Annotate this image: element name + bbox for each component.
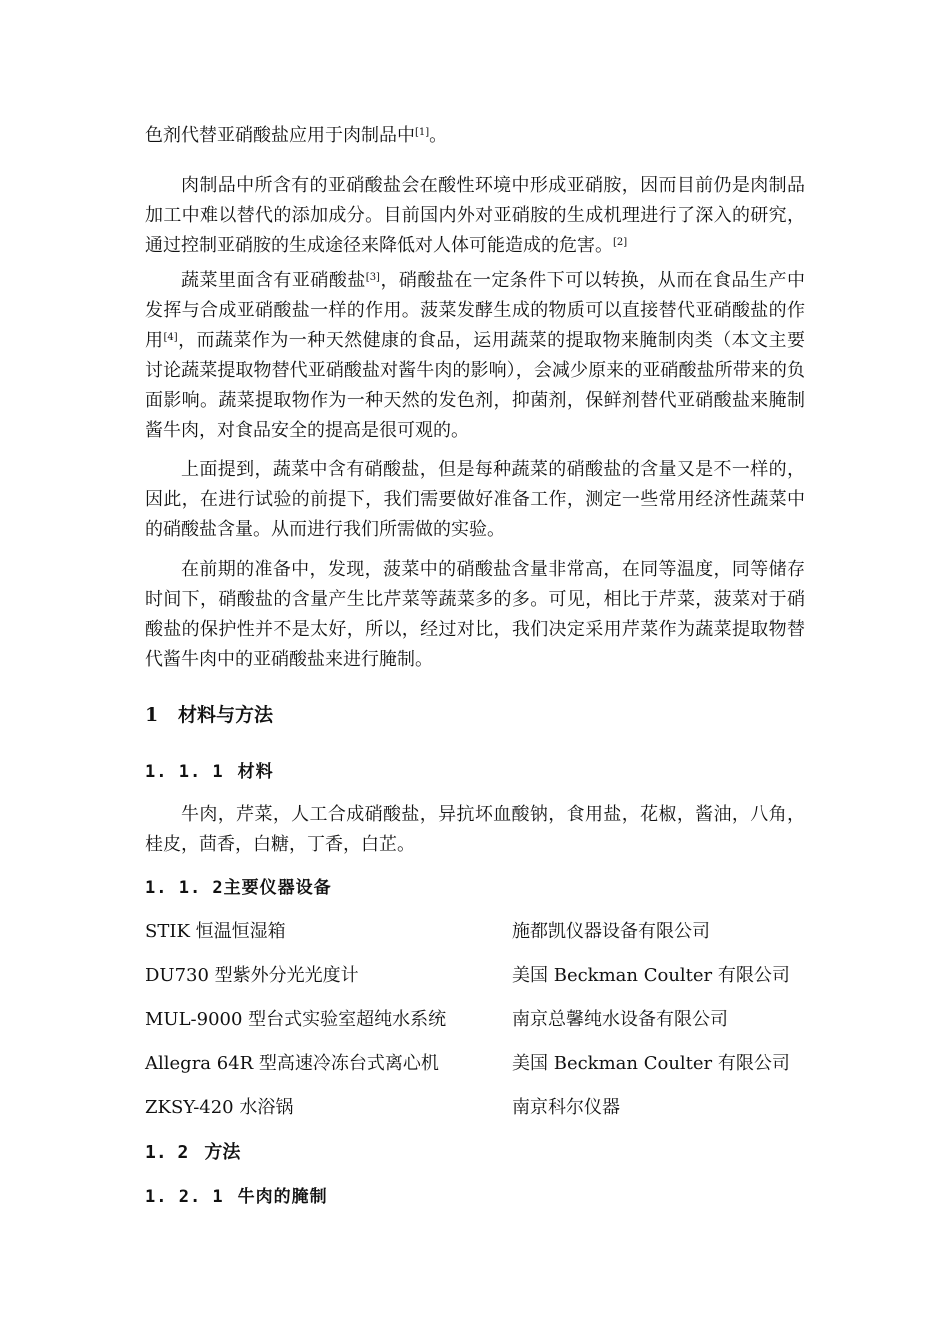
- equipment-maker: 美国 Beckman Coulter 有限公司: [512, 965, 790, 986]
- equipment-row: [145, 1005, 805, 1035]
- paragraph-text: 蔬菜里面含有亚硝酸盐: [181, 270, 366, 291]
- paragraph-text: 。: [429, 125, 448, 146]
- subsection-number: 1. 2. 1: [145, 1187, 224, 1207]
- paragraph-nitrosamine: [145, 171, 805, 261]
- subsection-title: 方法: [204, 1142, 241, 1163]
- citation-ref: [3]: [365, 272, 380, 283]
- equipment-row: [145, 961, 805, 991]
- equipment-name: DU730 型紫外分光光度计: [145, 965, 359, 986]
- paragraph-continuation: [145, 121, 805, 151]
- equipment-maker: 美国 Beckman Coulter 有限公司: [512, 1053, 790, 1074]
- subsection-number: 1. 2: [145, 1142, 189, 1163]
- equipment-name: ZKSY-420 水浴锅: [145, 1097, 294, 1118]
- subsection-title: 主要仪器设备: [223, 878, 332, 898]
- subsection-heading-methods: [145, 1138, 240, 1168]
- citation-ref: [1]: [415, 127, 430, 138]
- section-title: 材料与方法: [178, 704, 274, 726]
- equipment-maker: 南京科尔仪器: [512, 1097, 620, 1118]
- citation-ref: [4]: [163, 332, 178, 343]
- paragraph-preparation: 在前期的准备中，发现，菠菜中的硝酸盐含量非常高，在同等温度，同等储存时间下，硝酸盐的含量产生比芹菜等蔬菜多的多。可见，相比于芹菜，菠菜对于硝酸盐的保护性并不是太好，所以，经过对比，我们决定采用芹菜作为蔬菜提取物替代酱牛肉中的亚硝酸盐来进行腌制。: [145, 559, 805, 670]
- equipment-name: MUL-9000 型台式实验室超纯水系统: [145, 1009, 447, 1030]
- paragraph-text: ，而蔬菜作为一种天然健康的食品，运用蔬菜的提取物来腌制肉类（本文主要讨论蔬菜提取物替代亚硝酸盐对酱牛肉的影响），会减少原来的亚硝酸盐所带来的负面影响。蔬菜提取物作为一种天然的发色剂，抑菌剂，保鲜剂替代亚硝酸盐来腌制酱牛肉，对食品安全的提高是很可观的。: [145, 330, 805, 441]
- section-heading-materials-methods: [145, 700, 273, 730]
- paragraph-text: 肉制品中所含有的亚硝酸盐会在酸性环境中形成亚硝胺，因而目前仍是肉制品加工中难以替代的添加成分。目前国内外对亚硝胺的生成机理进行了深入的研究，通过控制亚硝胺的生成途径来降低对人体可能造成的危害。: [145, 175, 805, 256]
- equipment-maker: 施都凯仪器设备有限公司: [512, 921, 710, 942]
- equipment-maker: 南京总馨纯水设备有限公司: [512, 1009, 728, 1030]
- equipment-row: [145, 917, 805, 947]
- equipment-name: STIK 恒温恒湿箱: [145, 921, 286, 942]
- subsection-heading-materials: [145, 757, 274, 787]
- paragraph-text: 色剂代替亚硝酸盐应用于肉制品中: [145, 125, 415, 146]
- section-number: 1: [145, 704, 159, 726]
- equipment-name: Allegra 64R 型高速冷冻台式离心机: [145, 1053, 439, 1074]
- subsection-number: 1. 1. 2: [145, 878, 224, 898]
- materials-list: 牛肉，芹菜，人工合成硝酸盐，异抗坏血酸钠，食用盐，花椒，酱油，八角，桂皮，茴香，白糖，丁香，白芷。: [145, 804, 805, 855]
- citation-ref: [2]: [613, 237, 628, 248]
- subsection-number: 1. 1. 1: [145, 762, 224, 782]
- subsection-heading-equipment: [145, 873, 332, 903]
- subsection-title: 牛肉的腌制: [237, 1187, 328, 1207]
- subsection-title: 材料: [237, 762, 274, 782]
- equipment-row: [145, 1049, 805, 1079]
- equipment-row: [145, 1093, 805, 1123]
- paragraph-vegetable-nitrate: [145, 266, 805, 446]
- paragraph-text: ，硝酸盐在一定条件下可以转换，从而在食品生产中发挥与合成亚硝酸盐一样的作用。菠菜发酵生成的物质可以直接替代亚硝酸盐的作用: [145, 270, 805, 351]
- paragraph-nitrate-content: 上面提到，蔬菜中含有硝酸盐，但是每种蔬菜的硝酸盐的含量又是不一样的，因此，在进行试验的前提下，我们需要做好准备工作，测定一些常用经济性蔬菜中的硝酸盐含量。从而进行我们所需做的实验。: [145, 459, 805, 540]
- subsection-heading-beef-curing: [145, 1182, 328, 1212]
